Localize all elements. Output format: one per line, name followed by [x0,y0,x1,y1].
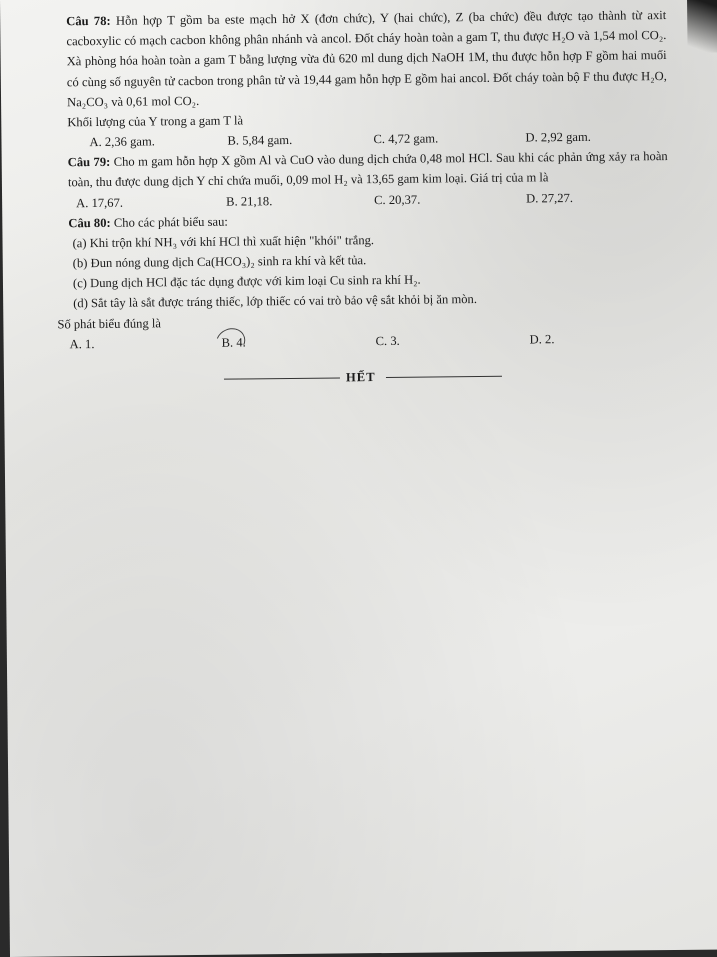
question-78 [66,5,667,112]
statement-d: (d) Sắt tây là sắt được tráng thiếc, lớp thiếc có vai trò bảo vệ sắt khỏi bị ăn mòn. [73,292,478,311]
end-rule-right [386,376,502,378]
end-marker [70,364,670,390]
q80-option-c[interactable]: C. 3. [375,333,400,348]
statement-a: (a) Khi trộn khí NH₃ với khí HCl thì xuất hiện "khói" trắng. [72,232,375,251]
question-78-text: Hỗn hợp T gồm ba este mạch hở X (đơn chức), Y (hai chức), Z (ba chức) đều được tạo thành từ axit cacboxylic có mạch cacbon không phân nhánh và ancol. Đốt cháy hoàn toàn a gam T, thu được H₂O và 1,54 mol CO₂. Xà phòng hóa hoàn toàn a gam T bằng lượng vừa đủ 620 ml dung dịch NaOH 1M, thu được hỗn hợp F gồm hai muối có cùng số nguyên tử cacbon trong phân tử và 19,44 gam hỗn hợp E gồm hai ancol. Đốt cháy toàn bộ F thu được H₂O, Na₂CO₃ và 0,61 mol CO₂. [66,8,667,110]
photo-shadow-corner [687,0,717,53]
q78-option-d[interactable]: D. 2,92 gam. [525,130,591,145]
q78-option-a[interactable]: A. 2,36 gam. [89,134,155,150]
end-text: HẾT [345,369,376,385]
q79-option-b[interactable]: B. 21,18. [226,193,273,209]
q79-option-a[interactable]: A. 17,67. [76,195,124,210]
statement-c: (c) Dung dịch HCl đặc tác dụng được với kim loại Cu sinh ra khí H₂. [72,272,421,291]
q80-option-a[interactable]: A. 1. [69,336,95,352]
q79-option-d[interactable]: D. 27,27. [526,190,574,206]
statement-b: (b) Đun nóng dung dịch Ca(HCO₃)₂ sinh ra khí và kết tủa. [72,253,367,271]
q80-option-b[interactable]: B. 4. [221,335,246,350]
q78-option-b[interactable]: B. 5,84 gam. [227,133,293,148]
q79-option-c[interactable]: C. 20,37. [374,192,421,207]
q80-option-d[interactable]: D. 2. [529,332,555,347]
question-80-label: Câu 80: [68,215,111,230]
question-80-prompt: Số phát biểu đúng là [57,315,162,332]
question-79-label: Câu 79: [67,155,111,170]
question-78-prompt: Khối lượng của Y trong a gam T là [67,113,244,130]
question-79-text: Cho m gam hỗn hợp X gồm Al và CuO vào dung dịch chứa 0,48 mol HCl. Sau khi các phản ứng xảy ra hoàn toàn, thu được dung dịch Y chỉ chứa muối, 0,09 mol H₂ và 13,65 gam kim loại. Giá trị của m là [67,149,668,190]
end-rule-left [224,377,340,379]
q78-option-c[interactable]: C. 4,72 gam. [373,131,439,147]
question-79 [68,146,668,193]
exam-content [57,5,670,390]
question-78-label: Câu 78: [66,13,111,29]
question-80-intro: Cho các phát biểu sau: [113,214,228,230]
